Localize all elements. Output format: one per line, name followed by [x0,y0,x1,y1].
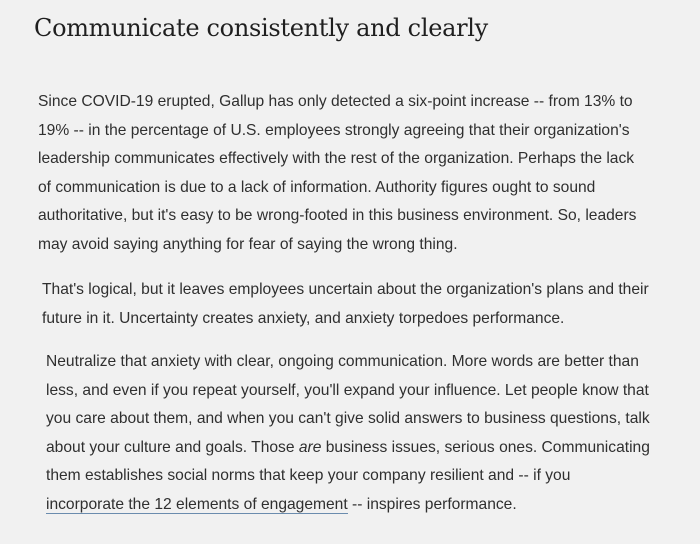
text-segment: business issues, serious ones. Communicating [321,438,650,456]
text-line [46,491,650,520]
text-line: may avoid saying anything for fear of saying the wrong thing. [38,235,458,253]
section-heading: Communicate consistently and clearly [34,14,488,42]
emphasis-text: are [298,438,322,456]
text-segment: -- inspires performance. [347,495,517,513]
paragraph-covid-communication [38,88,636,260]
text-segment: about your culture and goals. Those [46,438,299,456]
text-line [46,434,650,463]
text-line: you care about them, and when you can't give solid answers to business questions, talk [46,410,650,428]
text-line: 19% -- in the percentage of U.S. employees strongly agreeing that their organization's [38,121,630,139]
paragraph-neutralize-anxiety [46,348,650,520]
text-line: That's logical, but it leaves employees uncertain about the organization's plans and their [42,281,649,298]
text-line: of communication is due to a lack of information. Authority figures ought to sound [38,178,596,196]
paragraph-uncertainty [42,276,649,333]
text-line: future in it. Uncertainty creates anxiety, and anxiety torpedoes performance. [42,309,565,327]
engagement-elements-link[interactable]: incorporate the 12 elements of engagement [46,495,348,513]
text-line: them establishes social norms that keep your company resilient and -- if you [46,467,571,485]
text-line: authoritative, but it's easy to be wrong-footed in this business environment. So, leaders [38,207,637,225]
text-line: Neutralize that anxiety with clear, ongoing communication. More words are better than [46,353,639,370]
text-line: leadership communicates effectively with the rest of the organization. Perhaps the lack [38,150,635,168]
text-line: Since COVID-19 erupted, Gallup has only detected a six-point increase -- from 13% to [38,93,633,110]
text-line: less, and even if you repeat yourself, you'll expand your influence. Let people know that [46,381,649,399]
